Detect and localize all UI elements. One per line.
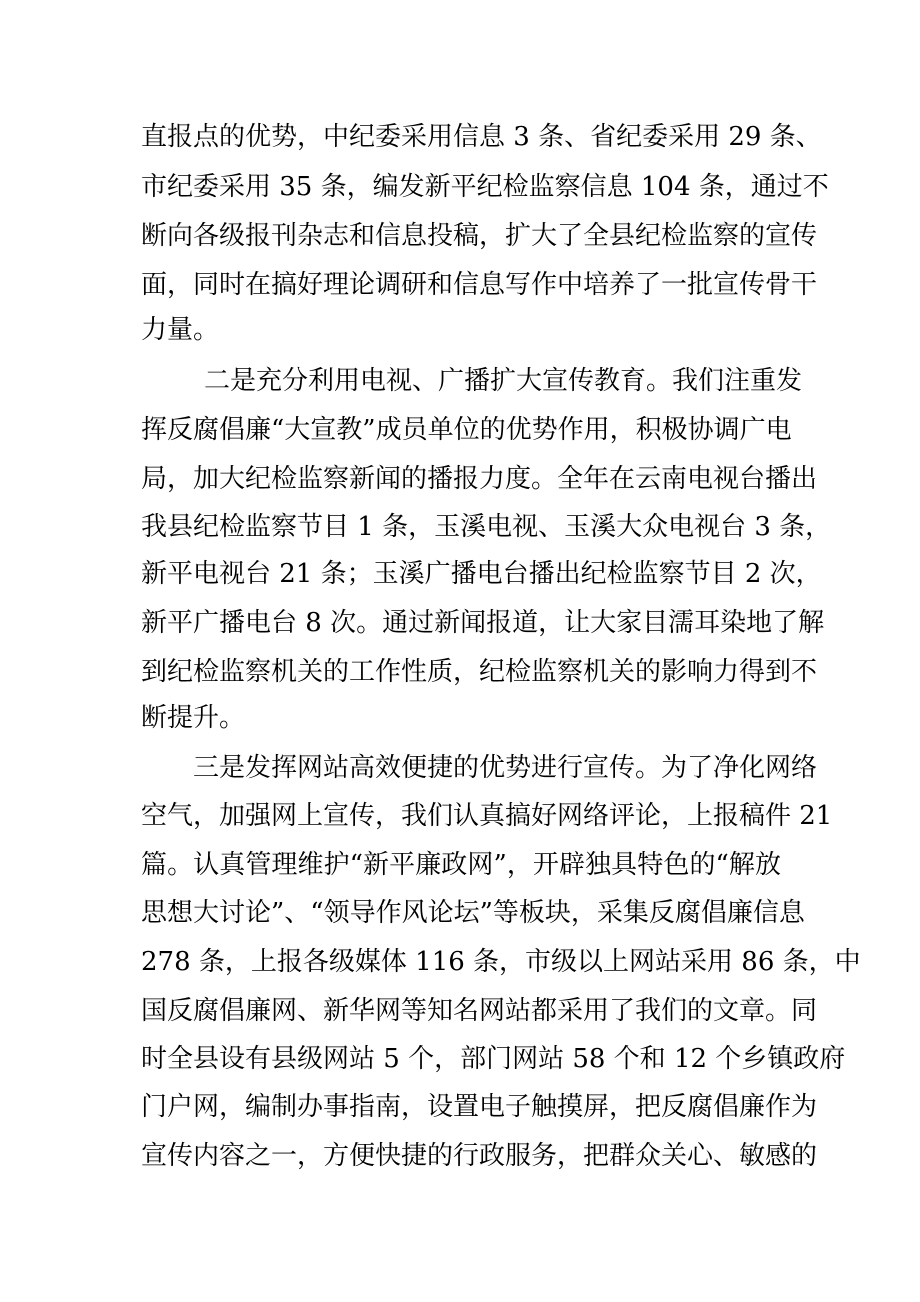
- paragraph-1-line-5: 力量。: [141, 315, 220, 345]
- paragraph-3-line-8: 门户网，编制办事指南，设置电子触摸屏，把反腐倡廉作为: [141, 1092, 818, 1122]
- paragraph-3-line-7: 时全县设有县级网站 5 个，部门网站 58 个和 12 个乡镇政府: [141, 1044, 846, 1074]
- paragraph-2-line-5: 新平电视台 21 条；玉溪广播电台播出纪检监察节目 2 次，: [141, 559, 822, 589]
- paragraph-1-line-1: 直报点的优势，中纪委采用信息 3 条、省纪委采用 29 条、: [141, 122, 822, 152]
- paragraph-1-line-2: 市纪委采用 35 条，编发新平纪检监察信息 104 条，通过不: [141, 172, 829, 202]
- paragraph-3-line-1: 三是发挥网站高效便捷的优势进行宣传。为了净化网络: [193, 753, 818, 783]
- paragraph-2-line-8: 断提升。: [141, 703, 246, 733]
- paragraph-3-line-5: 278 条，上报各级媒体 116 条，市级以上网站采用 86 条，中: [141, 947, 861, 977]
- paragraph-1-line-4: 面，同时在搞好理论调研和信息写作中培养了一批宣传骨干: [141, 270, 818, 300]
- paragraph-2-line-7: 到纪检监察机关的工作性质，纪检监察机关的影响力得到不: [141, 657, 818, 687]
- paragraph-2-line-6: 新平广播电台 8 次。通过新闻报道，让大家目濡耳染地了解: [141, 608, 825, 638]
- paragraph-3-line-6: 国反腐倡廉网、新华网等知名网站都采用了我们的文章。同: [141, 996, 818, 1026]
- paragraph-3-line-4: 思想大讨论”、“领导作风论坛”等板块，采集反腐倡廉信息: [141, 898, 805, 928]
- paragraph-3-line-9: 宣传内容之一，方便快捷的行政服务，把群众关心、敏感的: [141, 1141, 818, 1171]
- paragraph-2-line-3: 局，加大纪检监察新闻的播报力度。全年在云南电视台播出: [141, 464, 818, 494]
- paragraph-2-line-1: 二是充分利用电视、广播扩大宣传教育。我们注重发: [204, 366, 803, 396]
- paragraph-2-line-2: 挥反腐倡廉“大宣教”成员单位的优势作用，积极协调广电: [141, 415, 792, 445]
- paragraph-2-line-4: 我县纪检监察节目 1 条，玉溪电视、玉溪大众电视台 3 条，: [141, 512, 832, 542]
- paragraph-1-line-3: 断向各级报刊杂志和信息投稿，扩大了全县纪检监察的宣传: [141, 221, 818, 251]
- paragraph-3-line-2: 空气，加强网上宣传，我们认真搞好网络评论，上报稿件 21: [141, 801, 833, 831]
- paragraph-3-line-3: 篇。认真管理维护“新平廉政网”，开辟独具特色的“解放: [141, 850, 781, 880]
